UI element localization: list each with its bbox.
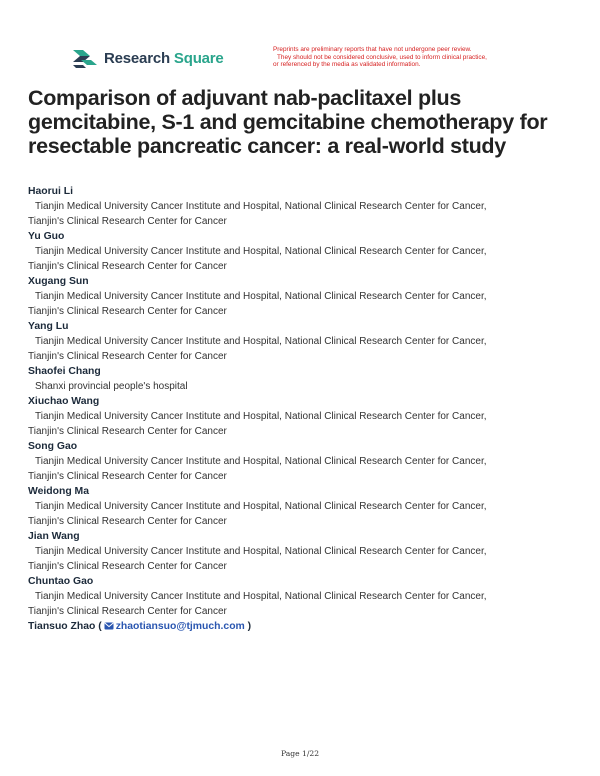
author-name: Haorui Li (28, 186, 74, 197)
logo-word-square: Square (173, 49, 224, 67)
research-square-logo[interactable] (72, 47, 224, 69)
author-entry (28, 319, 588, 364)
author-affiliation (28, 379, 588, 394)
author-affiliation (28, 499, 588, 529)
affiliation-line: Tianjin Medical University Cancer Institute and Hospital, National Clinical Research Center for Cancer, (35, 291, 487, 302)
affiliation-line: Tianjin's Clinical Research Center for Cancer (28, 426, 227, 437)
title-line: resectable pancreatic cancer: a real-world study (28, 134, 506, 158)
affiliation-line: Tianjin Medical University Cancer Institute and Hospital, National Clinical Research Center for Cancer, (35, 411, 487, 422)
author-entry (28, 184, 588, 229)
author-list (28, 184, 588, 634)
author-affiliation (28, 199, 588, 229)
page-number: Page 1/22 (280, 749, 320, 758)
author-name: Yu Guo (28, 231, 65, 242)
author-affiliation (28, 589, 588, 619)
author-entry (28, 229, 588, 274)
affiliation-line: Tianjin Medical University Cancer Institute and Hospital, National Clinical Research Center for Cancer, (35, 336, 487, 347)
research-square-logo-icon (72, 47, 98, 69)
author-entry (28, 439, 588, 484)
author-name: Yang Lu (28, 321, 69, 332)
author-name: Xiuchao Wang (28, 396, 100, 407)
affiliation-line: Tianjin's Clinical Research Center for Cancer (28, 306, 227, 317)
author-entry (28, 484, 588, 529)
author-entry (28, 574, 588, 619)
corresponding-author-name: Tiansuo Zhao (28, 621, 96, 632)
affiliation-line: Tianjin Medical University Cancer Institute and Hospital, National Clinical Research Center for Cancer, (35, 456, 487, 467)
header (72, 45, 542, 75)
affiliation-line: Tianjin's Clinical Research Center for Cancer (28, 351, 227, 362)
author-affiliation (28, 289, 588, 319)
disclaimer-line: Preprints are preliminary reports that have not undergone peer review. (273, 46, 472, 53)
close-paren: ) (247, 621, 252, 632)
affiliation-line: Tianjin Medical University Cancer Institute and Hospital, National Clinical Research Center for Cancer, (35, 546, 487, 557)
affiliation-line: Tianjin Medical University Cancer Institute and Hospital, National Clinical Research Center for Cancer, (35, 591, 487, 602)
disclaimer-line: They should not be considered conclusive, used to inform clinical practice, (277, 53, 487, 61)
author-entry (28, 364, 588, 394)
author-entry (28, 274, 588, 319)
author-name: Chuntao Gao (28, 576, 94, 587)
author-name: Weidong Ma (28, 486, 89, 497)
affiliation-line: Tianjin's Clinical Research Center for Cancer (28, 606, 227, 617)
author-entry (28, 394, 588, 439)
title-line: Comparison of adjuvant nab-paclitaxel plus (28, 86, 462, 110)
open-paren: ( (98, 621, 102, 632)
author-entry (28, 529, 588, 574)
preprint-disclaimer (273, 46, 553, 69)
logo-word-research: Research (104, 49, 170, 67)
author-affiliation (28, 544, 588, 574)
affiliation-line: Tianjin Medical University Cancer Institute and Hospital, National Clinical Research Center for Cancer, (35, 201, 487, 212)
author-name: Shaofei Chang (28, 366, 101, 377)
author-name: Jian Wang (28, 531, 80, 542)
corresponding-email-link[interactable]: zhaotiansuo@tjmuch.com (115, 621, 245, 632)
affiliation-line: Tianjin's Clinical Research Center for Cancer (28, 261, 227, 272)
disclaimer-line: or referenced by the media as validated information. (273, 61, 421, 69)
affiliation-line: Shanxi provincial people's hospital (35, 381, 188, 392)
author-affiliation (28, 454, 588, 484)
corresponding-author (28, 619, 588, 634)
author-affiliation (28, 334, 588, 364)
affiliation-line: Tianjin Medical University Cancer Institute and Hospital, National Clinical Research Center for Cancer, (35, 501, 487, 512)
affiliation-line: Tianjin Medical University Cancer Institute and Hospital, National Clinical Research Center for Cancer, (35, 246, 487, 257)
envelope-icon (104, 622, 114, 630)
title-line: gemcitabine, S-1 and gemcitabine chemotherapy for (28, 110, 548, 134)
author-affiliation (28, 409, 588, 439)
author-affiliation (28, 244, 588, 274)
paper-title (28, 86, 588, 158)
author-name: Xugang Sun (28, 276, 89, 287)
logo-wordmark (104, 50, 224, 67)
affiliation-line: Tianjin's Clinical Research Center for Cancer (28, 471, 227, 482)
author-name: Song Gao (28, 441, 78, 452)
page-footer (0, 749, 600, 758)
affiliation-line: Tianjin's Clinical Research Center for Cancer (28, 216, 227, 227)
affiliation-line: Tianjin's Clinical Research Center for Cancer (28, 516, 227, 527)
affiliation-line: Tianjin's Clinical Research Center for Cancer (28, 561, 227, 572)
